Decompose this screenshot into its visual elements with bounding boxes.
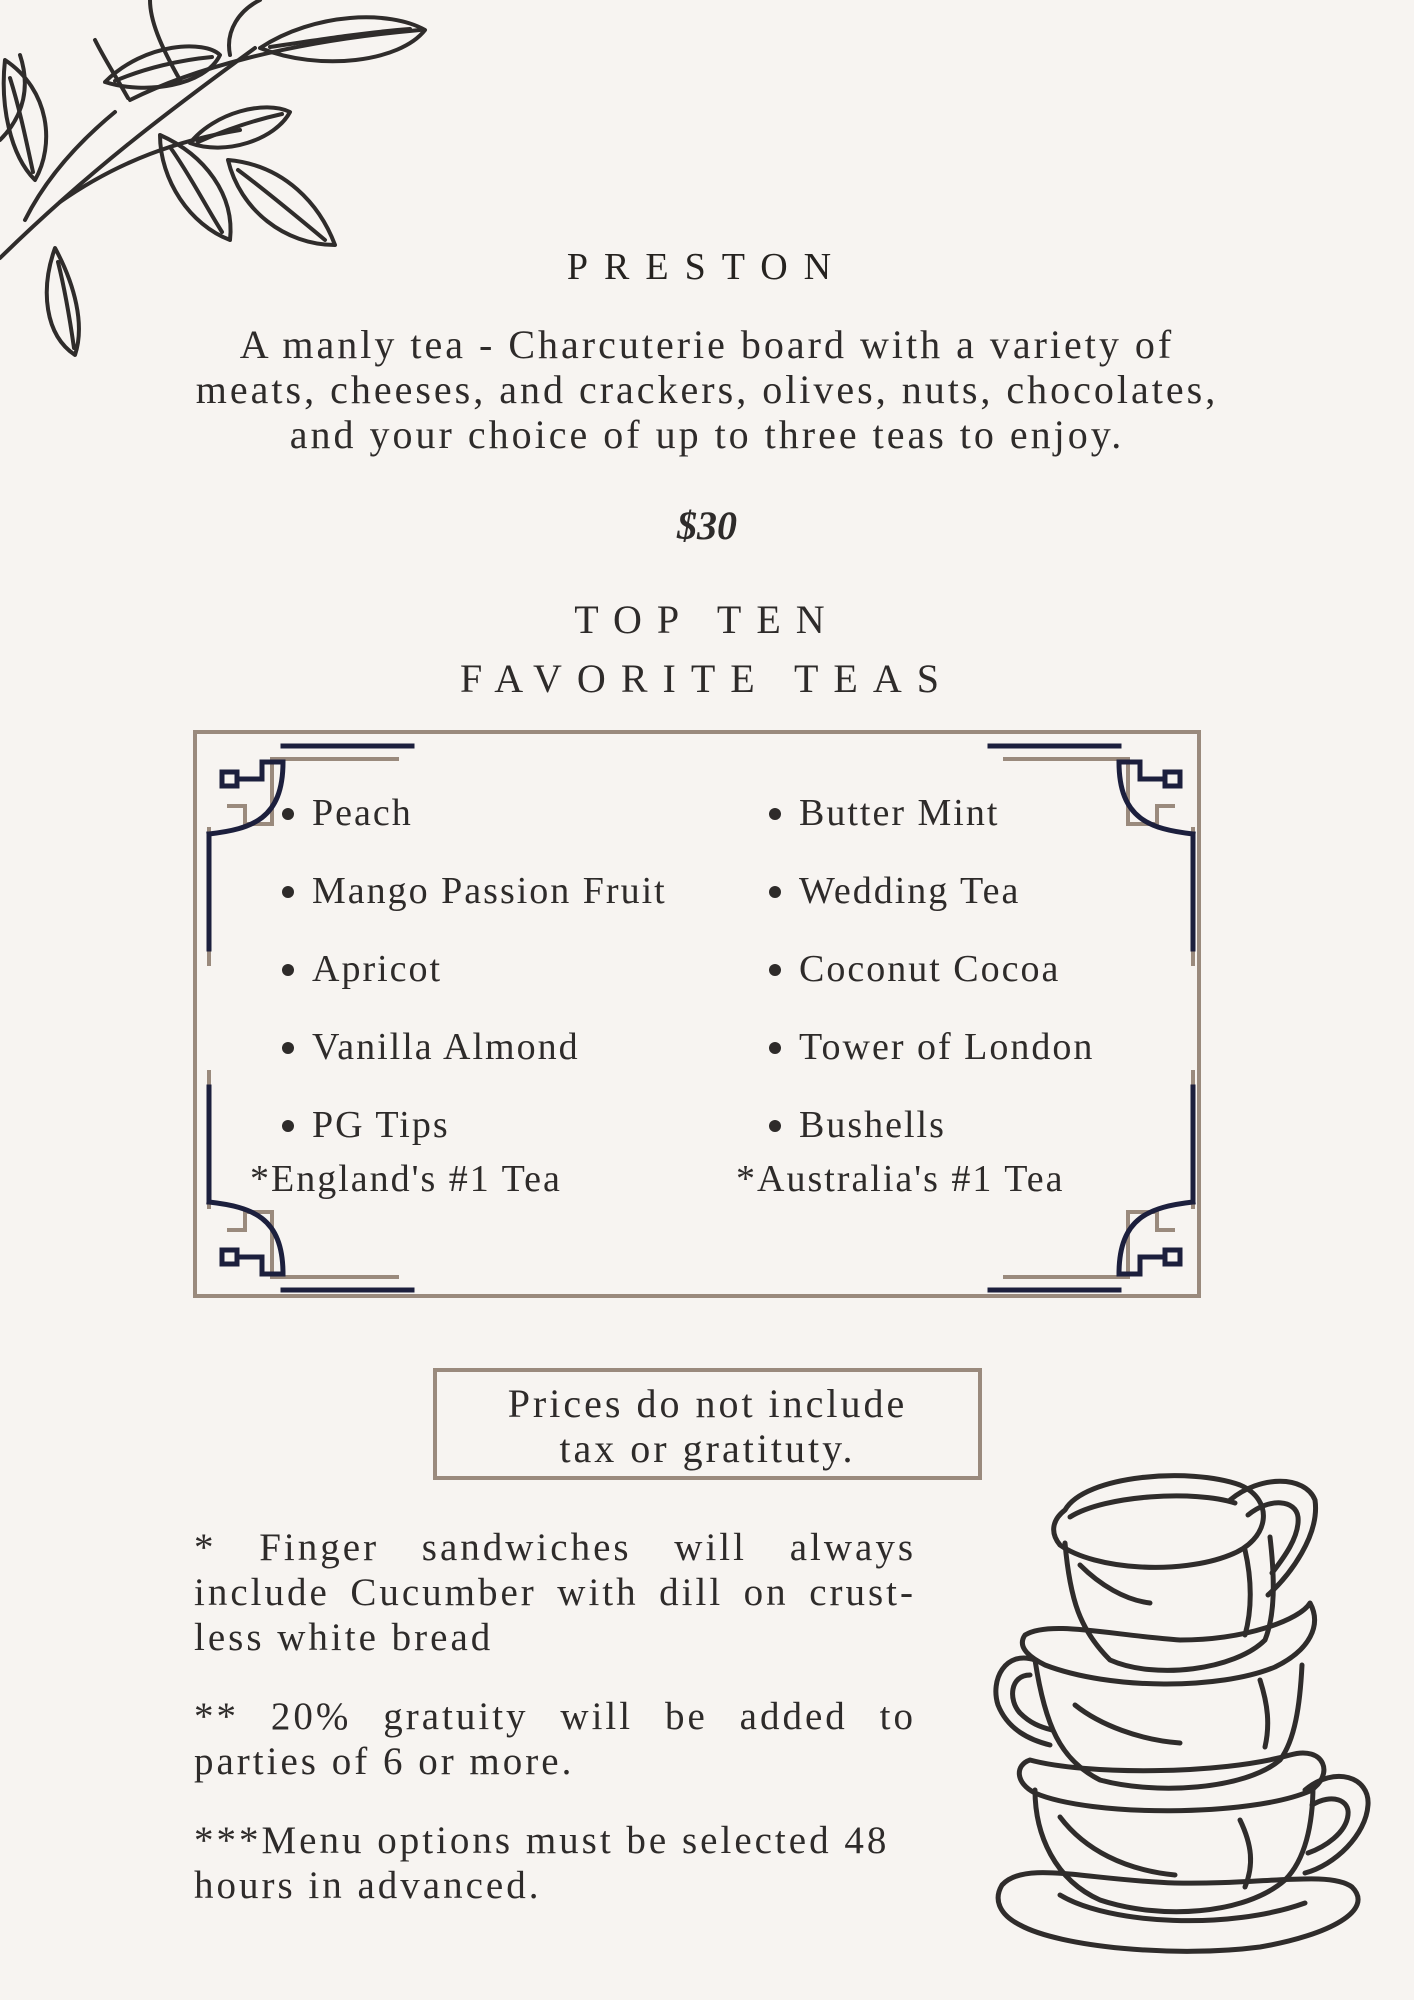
left-tea-list <box>282 774 667 1164</box>
package-price: $30 <box>677 503 737 548</box>
menu-selection-footnote: ***Menu options must be selected 48 hours in advanced. <box>194 1819 890 1907</box>
list-item: Coconut Cocoa <box>769 930 1094 1008</box>
england-tea-note: *England's #1 Tea <box>250 1158 562 1200</box>
list-item: Apricot <box>282 930 667 1008</box>
price-notice-box <box>433 1368 982 1480</box>
australia-tea-note: *Australia's #1 Tea <box>736 1158 1065 1200</box>
list-item: Vanilla Almond <box>282 1008 667 1086</box>
list-item: Mango Passion Fruit <box>282 852 667 930</box>
list-item: Butter Mint <box>769 774 1094 852</box>
list-item: Bushells <box>769 1086 1094 1164</box>
list-item: Tower of London <box>769 1008 1094 1086</box>
sandwich-footnote: * Finger sandwiches will always include Cucumber with dill on crust-less white bread <box>194 1526 916 1659</box>
right-tea-list <box>769 774 1094 1164</box>
favorite-teas-frame <box>193 730 1201 1298</box>
favorite-teas-title-line-1: TOP TEN <box>574 597 840 642</box>
list-item: Wedding Tea <box>769 852 1094 930</box>
favorite-teas-title-line-2: FAVORITE TEAS <box>460 656 954 701</box>
package-description: A manly tea - Charcuterie board with a variety of meats, cheeses, and crackers, olives, nuts, chocolates, and your choice of up to three teas to enjoy. <box>195 322 1219 457</box>
stacked-teacups-icon <box>990 1455 1380 1955</box>
price-notice-line-2: tax or gratituty. <box>559 1426 856 1471</box>
page-title: PRESTON <box>566 246 848 288</box>
leaf-branch-icon <box>0 0 440 360</box>
gratuity-footnote: ** 20% gratuity will be added to parties of 6 or more. <box>194 1695 916 1783</box>
footnotes <box>194 1525 916 1942</box>
price-notice-line-1: Prices do not include <box>507 1381 908 1426</box>
list-item: PG Tips <box>282 1086 667 1164</box>
list-item: Peach <box>282 774 667 852</box>
